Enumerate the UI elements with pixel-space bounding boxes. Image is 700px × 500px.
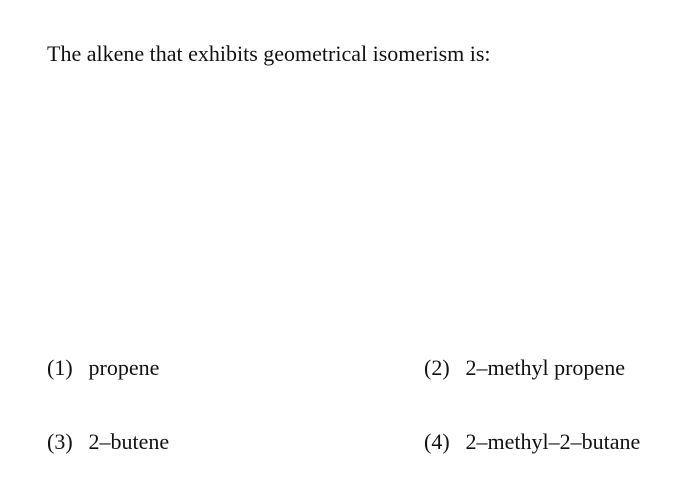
option-4-number: (4) [424, 429, 450, 454]
question-text: The alkene that exhibits geometrical isomerism is: [47, 41, 491, 66]
option-2 [424, 354, 625, 382]
option-4 [424, 428, 640, 456]
option-2-text: 2–methyl propene [465, 355, 625, 380]
option-1-number: (1) [47, 355, 73, 380]
option-4-text: 2–methyl–2–butane [465, 429, 641, 454]
option-1-text: propene [88, 355, 160, 380]
option-1 [47, 354, 159, 382]
option-3 [47, 428, 169, 456]
option-2-number: (2) [424, 355, 450, 380]
option-3-text: 2–butene [88, 429, 170, 454]
option-3-number: (3) [47, 429, 73, 454]
